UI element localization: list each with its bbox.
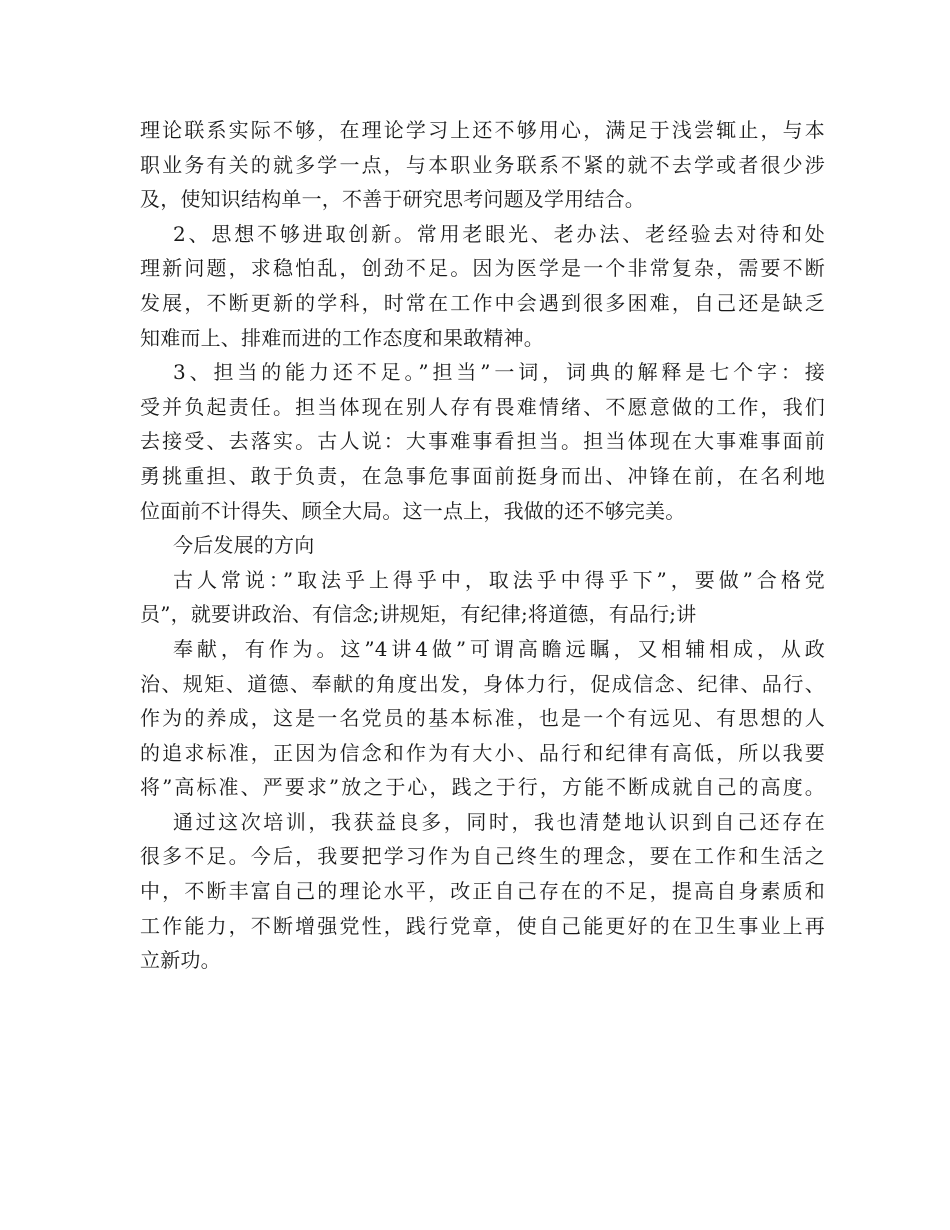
text-line: 将”高标准、严要求”放之于心，践之于行，方能不断成就自己的高度。 xyxy=(140,775,825,800)
text-line: 职业务有关的就多学一点，与本职业务联系不紧的就不去学或者很少涉 xyxy=(140,152,825,177)
text-line: 员”，就要讲政治、有信念;讲规矩，有纪律;将道德，有品行;讲 xyxy=(140,602,697,627)
text-line: 受并负起责任。担当体现在别人存有畏难情绪、不愿意做的工作，我们 xyxy=(140,394,825,419)
text-line: 勇挑重担、敢于负责，在急事危事面前挺身而出、冲锋在前，在名利地 xyxy=(140,463,825,488)
text-line: 很多不足。今后，我要把学习作为自己终生的理念，要在工作和生活之 xyxy=(140,844,825,869)
text-line: 中，不断丰富自己的理论水平，改正自己存在的不足，提高自身素质和 xyxy=(140,879,825,904)
text-line: 通过这次培训，我获益良多，同时，我也清楚地认识到自己还存在 xyxy=(173,809,825,834)
text-line: 古人常说：”取法乎上得乎中，取法乎中得乎下”，要做”合格党 xyxy=(173,567,825,592)
text-line: 的追求标准，正因为信念和作为有大小、品行和纪律有高低，所以我要 xyxy=(140,740,825,765)
text-line: 位面前不计得失、顾全大局。这一点上，我做的还不够完美。 xyxy=(140,498,686,523)
text-line: 立新功。 xyxy=(140,948,221,973)
text-line: 工作能力，不断增强党性，践行党章，使自己能更好的在卫生事业上再 xyxy=(140,913,825,938)
text-line: 作为的养成，这是一名党员的基本标准，也是一个有远见、有思想的人 xyxy=(140,706,825,731)
text-line: 2、思想不够进取创新。常用老眼光、老办法、老经验去对待和处 xyxy=(173,221,825,246)
document-body xyxy=(140,113,825,978)
text-line: 知难而上、排难而进的工作态度和果敢精神。 xyxy=(140,325,544,350)
text-line: 3、担当的能力还不足。”担当”一词，词典的解释是七个字：接 xyxy=(173,360,825,385)
text-line: 理论联系实际不够，在理论学习上还不够用心，满足于浅尝辄止，与本 xyxy=(140,118,825,142)
text-line: 发展，不断更新的学科，时常在工作中会遇到很多困难，自己还是缺乏 xyxy=(140,290,825,315)
text-line: 今后发展的方向 xyxy=(173,533,315,558)
text-line: 去接受、去落实。古人说：大事难事看担当。担当体现在大事难事面前 xyxy=(140,429,825,454)
text-line: 及，使知识结构单一，不善于研究思考问题及学用结合。 xyxy=(140,187,645,212)
text-line: 奉献，有作为。这”4讲4做”可谓高瞻远瞩，又相辅相成，从政 xyxy=(173,636,825,661)
text-line: 治、规矩、道德、奉献的角度出发，身体力行，促成信念、纪律、品行、 xyxy=(140,671,825,696)
text-line: 理新问题，求稳怕乱，创劲不足。因为医学是一个非常复杂，需要不断 xyxy=(140,256,825,281)
